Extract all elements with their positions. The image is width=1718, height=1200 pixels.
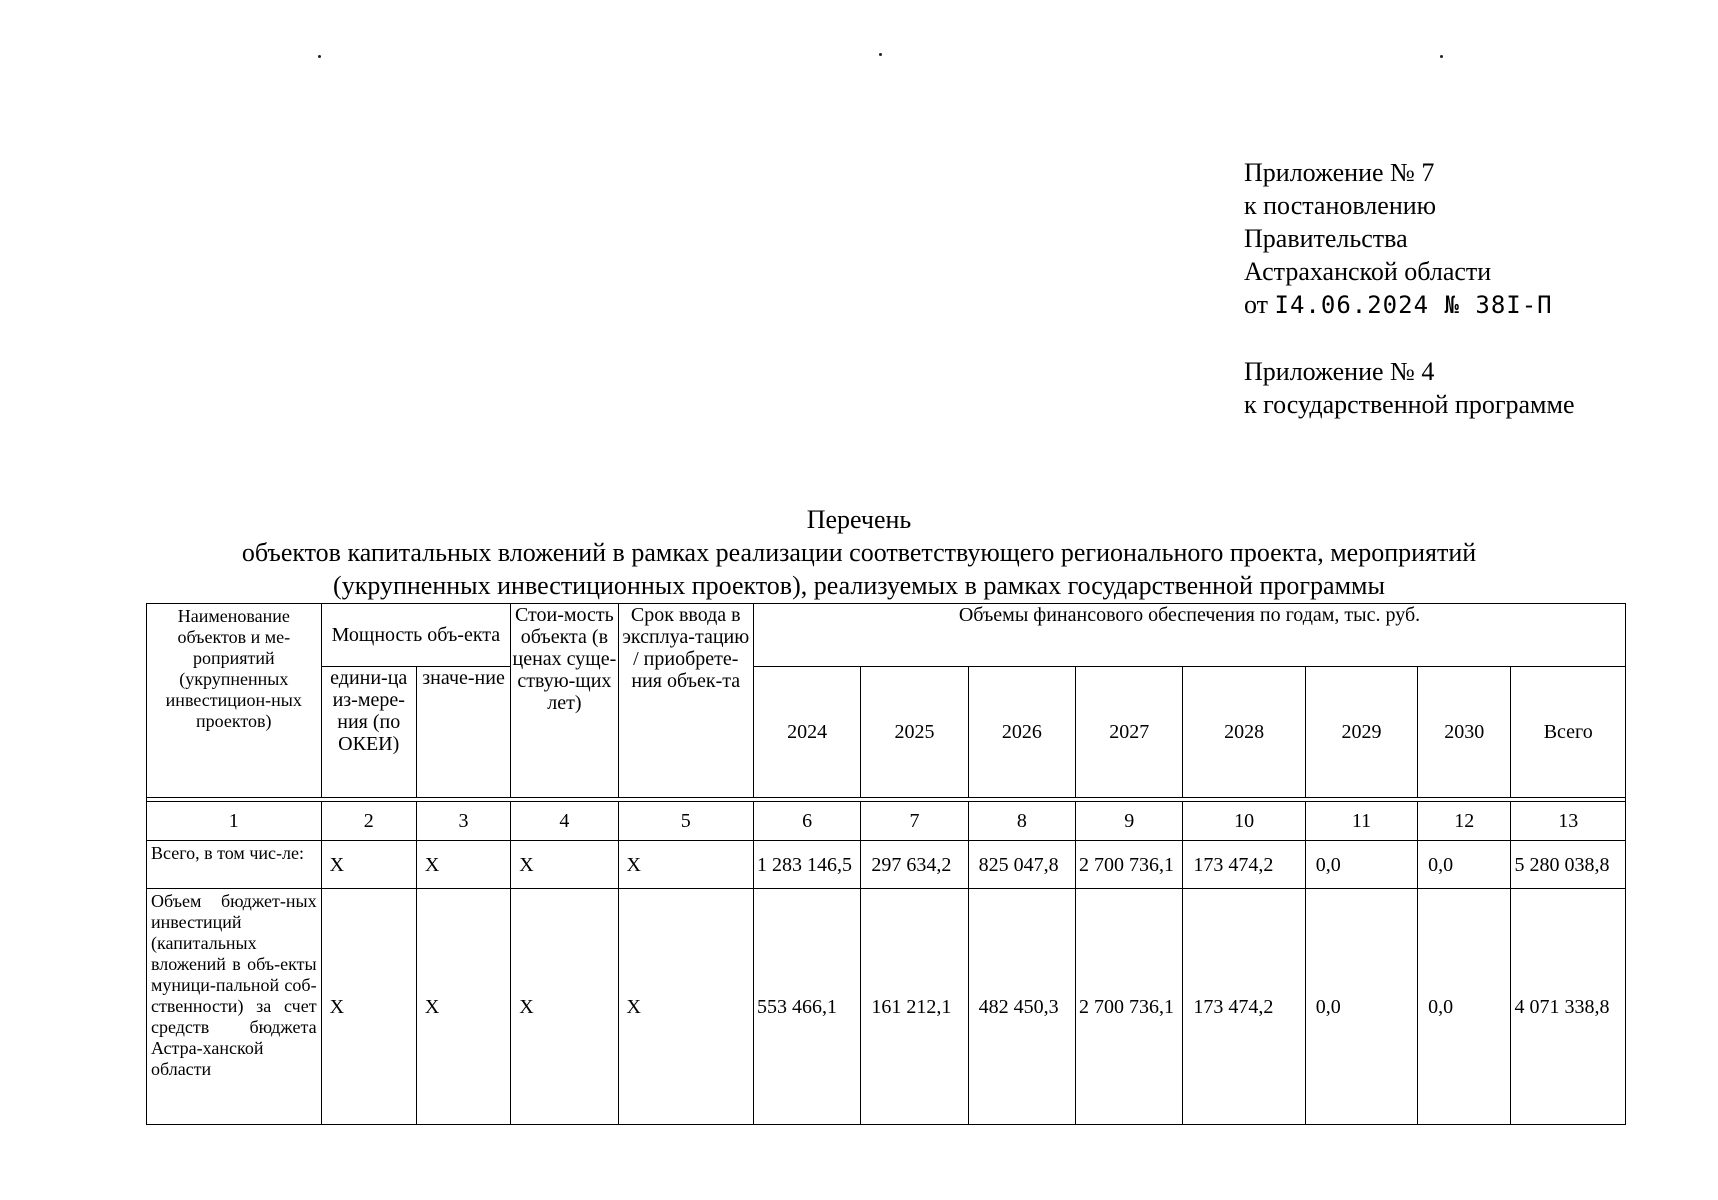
appendix-line: Правительства bbox=[1244, 224, 1408, 253]
table-cell: 482 450,3 bbox=[968, 889, 1075, 1125]
column-number: 3 bbox=[416, 802, 510, 841]
header-row-2 bbox=[147, 667, 1626, 798]
scan-dot bbox=[879, 53, 882, 56]
table-row bbox=[147, 889, 1626, 1125]
header-year: 2030 bbox=[1418, 667, 1511, 798]
table-cell: 2 700 736,1 bbox=[1076, 889, 1183, 1125]
column-number: 7 bbox=[861, 802, 968, 841]
row-name: Всего, в том чис-ле: bbox=[147, 841, 322, 889]
table-cell: Х bbox=[618, 889, 753, 1125]
scan-dot bbox=[1440, 55, 1443, 58]
header-row-1 bbox=[147, 604, 1626, 667]
table-cell: 2 700 736,1 bbox=[1076, 841, 1183, 889]
appendix-line: Приложение № 7 bbox=[1244, 158, 1435, 187]
document-heading bbox=[0, 503, 1718, 602]
column-number: 11 bbox=[1305, 802, 1417, 841]
capital-investment-table bbox=[146, 603, 1626, 1125]
table-cell: 173 474,2 bbox=[1183, 841, 1305, 889]
appendix-line: Астраханской области bbox=[1244, 257, 1492, 286]
header-unit: едини-ца из-мере-ния (по ОКЕИ) bbox=[321, 667, 416, 798]
table-cell: 173 474,2 bbox=[1183, 889, 1305, 1125]
column-number: 2 bbox=[321, 802, 416, 841]
scan-dot bbox=[318, 55, 321, 58]
date-prefix: от bbox=[1244, 290, 1269, 319]
table-cell: Х bbox=[321, 889, 416, 1125]
column-number: 13 bbox=[1511, 802, 1626, 841]
appendix-line: к постановлению bbox=[1244, 191, 1437, 220]
header-year: 2026 bbox=[968, 667, 1075, 798]
table-cell: 1 283 146,5 bbox=[753, 841, 860, 889]
table-cell: Х bbox=[618, 841, 753, 889]
heading-subtitle-1: объектов капитальных вложений в рамках реализации соответствующего регионального проекта, мероприятий bbox=[241, 538, 1477, 567]
row-name: Объем бюджет-ных инвестиций (капитальных вложений в объ-екты муници-пальной соб-ственности) за счет средств бюджета Астра-ханской области bbox=[147, 889, 322, 1125]
heading-subtitle-2: (укрупненных инвестиционных проектов), реализуемых в рамках государственной программы bbox=[333, 571, 1385, 600]
heading-title: Перечень bbox=[806, 505, 912, 534]
table-cell: Х bbox=[416, 841, 510, 889]
column-number: 6 bbox=[753, 802, 860, 841]
program-appendix-line: к государственной программе bbox=[1244, 390, 1575, 419]
header-value: значе-ние bbox=[416, 667, 510, 798]
header-capacity: Мощность объ-екта bbox=[321, 604, 511, 667]
table-cell: 4 071 338,8 bbox=[1511, 889, 1626, 1125]
header-name: Наименование объектов и ме-роприятий (укрупненных инвестицион-ных проектов) bbox=[147, 604, 322, 798]
column-number: 12 bbox=[1418, 802, 1511, 841]
column-number: 5 bbox=[618, 802, 753, 841]
column-number: 8 bbox=[968, 802, 1075, 841]
header-year: 2024 bbox=[753, 667, 860, 798]
table-row bbox=[147, 841, 1626, 889]
table-cell: 5 280 038,8 bbox=[1511, 841, 1626, 889]
appendix-date-line bbox=[1244, 288, 1575, 322]
header-year: 2025 bbox=[861, 667, 968, 798]
header-cost: Стои-мость объекта (в ценах суще-ствую-щих лет) bbox=[511, 604, 618, 798]
table-cell: Х bbox=[511, 889, 618, 1125]
column-number-row bbox=[147, 802, 1626, 841]
table-cell: Х bbox=[511, 841, 618, 889]
table-cell: 0,0 bbox=[1418, 889, 1511, 1125]
table-cell: 297 634,2 bbox=[861, 841, 968, 889]
table-cell: 0,0 bbox=[1305, 841, 1417, 889]
table-cell: Х bbox=[321, 841, 416, 889]
header-term: Срок ввода в эксплуа-тацию / приобрете-ния объек-та bbox=[618, 604, 753, 798]
program-appendix-line: Приложение № 4 bbox=[1244, 357, 1435, 386]
header-funding: Объемы финансового обеспечения по годам, тыс. руб. bbox=[753, 604, 1625, 667]
table-cell: Х bbox=[416, 889, 510, 1125]
column-number: 10 bbox=[1183, 802, 1305, 841]
column-number: 1 bbox=[147, 802, 322, 841]
header-year: 2027 bbox=[1076, 667, 1183, 798]
table-cell: 825 047,8 bbox=[968, 841, 1075, 889]
header-year: 2029 bbox=[1305, 667, 1417, 798]
table-cell: 0,0 bbox=[1305, 889, 1417, 1125]
table-cell: 161 212,1 bbox=[861, 889, 968, 1125]
column-number: 9 bbox=[1076, 802, 1183, 841]
date-number: I4.06.2024 № 38I-П bbox=[1274, 291, 1553, 319]
table-cell: 553 466,1 bbox=[753, 889, 860, 1125]
table-cell: 0,0 bbox=[1418, 841, 1511, 889]
column-number: 4 bbox=[511, 802, 618, 841]
header-total: Всего bbox=[1511, 667, 1626, 798]
appendix-block bbox=[1244, 156, 1575, 421]
header-year: 2028 bbox=[1183, 667, 1305, 798]
